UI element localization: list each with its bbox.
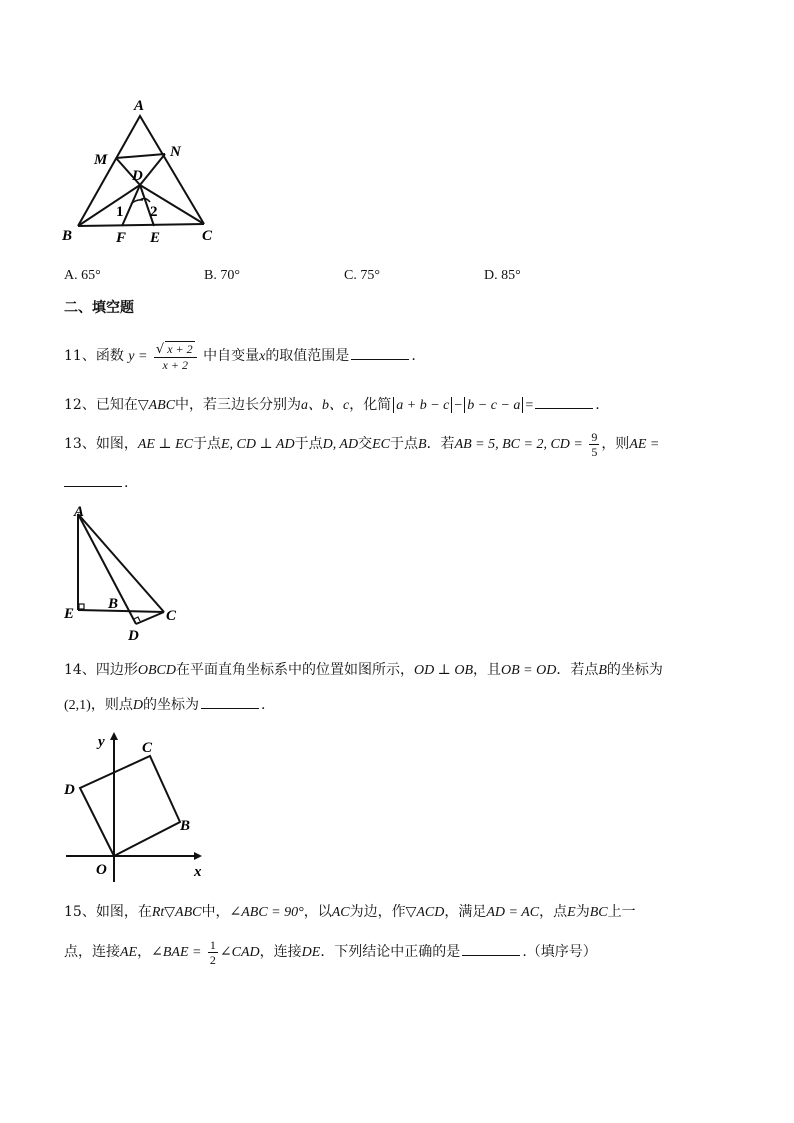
- label-C: C: [202, 228, 213, 244]
- label-D: D: [128, 628, 139, 644]
- question-13: 13、如图，AE ⊥ EC于点E, CD ⊥ AD于点D, AD交EC于点B．若AB = 5, BC = 2, CD = $\frac{9}{5}$ ，则AE =: [64, 429, 660, 459]
- label-x-axis: x: [194, 864, 202, 880]
- question-15: 15、如图，在Rt▽ABC中，∠ABC = 90°，以AC为边，作▽ACD，满足AD = AC，点E为BC上一: [64, 904, 636, 920]
- label-C: C: [142, 740, 153, 756]
- question-11: 11、函数 y = $\frac{√ x + 2}{x + 2}$ 中自变量x的取值范围是 .: [64, 341, 416, 372]
- q11-denominator: x + 2: [162, 357, 188, 372]
- label-y-axis: y: [98, 734, 105, 750]
- q11-y-eq: y =: [128, 349, 148, 364]
- q11-suffix: 的取值范围是: [265, 348, 350, 364]
- q15-fraction: $\frac{1}{2}$: [209, 937, 216, 967]
- right-triangle-figure-q13: [58, 500, 188, 648]
- option-b: B. 70°: [204, 268, 240, 283]
- answer-blank-12: [535, 394, 593, 409]
- section-title: 二、填空题: [64, 300, 134, 316]
- label-M: M: [94, 152, 108, 168]
- q12-expr1: a + b − c: [396, 398, 450, 413]
- label-A: A: [134, 98, 145, 114]
- coordinate-figure-q14: [58, 728, 208, 884]
- label-A: A: [74, 504, 85, 520]
- question-13-answer-line: .: [64, 472, 128, 493]
- answer-blank-13: [64, 472, 122, 487]
- label-B: B: [108, 596, 119, 612]
- label-B: B: [62, 228, 73, 244]
- q12-triangle: ▽ABC: [137, 398, 176, 413]
- label-B: B: [180, 818, 191, 834]
- q12-expr2: b − c − a: [467, 398, 521, 413]
- q11-numerator: x + 2: [167, 341, 193, 356]
- label-E: E: [64, 606, 75, 622]
- question-14: 14、四边形OBCD在平面直角坐标系中的位置如图所示，OD ⊥ OB，且OB = OD．若点B的坐标为: [64, 662, 663, 678]
- label-O: O: [96, 862, 107, 878]
- q11-prefix: 11、函数: [64, 348, 124, 364]
- label-D: D: [64, 782, 75, 798]
- label-F: F: [116, 230, 127, 246]
- q13-fraction: $\frac{9}{5}$: [591, 429, 598, 459]
- label-angle-2: 2: [150, 204, 158, 220]
- q11-fraction: $\frac{√ x + 2}{x + 2}$: [154, 341, 197, 372]
- question-14-line2: (2,1)，则点D的坐标为 .: [64, 694, 265, 716]
- label-D: D: [132, 168, 143, 184]
- triangle-figure-q10: [58, 92, 228, 252]
- answer-blank-14: [201, 694, 259, 709]
- option-c: C. 75°: [344, 268, 380, 283]
- q12-sides: a、b、c: [301, 398, 350, 413]
- label-E: E: [150, 230, 161, 246]
- label-N: N: [170, 144, 181, 160]
- q11-mid: 中自变量: [203, 348, 260, 364]
- option-d: D. 85°: [484, 268, 521, 283]
- label-C: C: [166, 608, 177, 624]
- label-angle-1: 1: [116, 204, 124, 220]
- option-a: A. 65°: [64, 268, 101, 283]
- question-15-line2: 点，连接AE，∠BAE = $\frac{1}{2}$ ∠CAD，连接DE．下列结论中正确的是 .（填序号）: [64, 937, 597, 967]
- answer-blank-11: [351, 345, 409, 360]
- question-12: 12、已知在▽ABC中，若三边长分别为a、b、c，化简 a + b − c − b − c − a = .: [64, 394, 600, 416]
- q11-var: x: [259, 349, 266, 364]
- answer-blank-15: [462, 941, 520, 956]
